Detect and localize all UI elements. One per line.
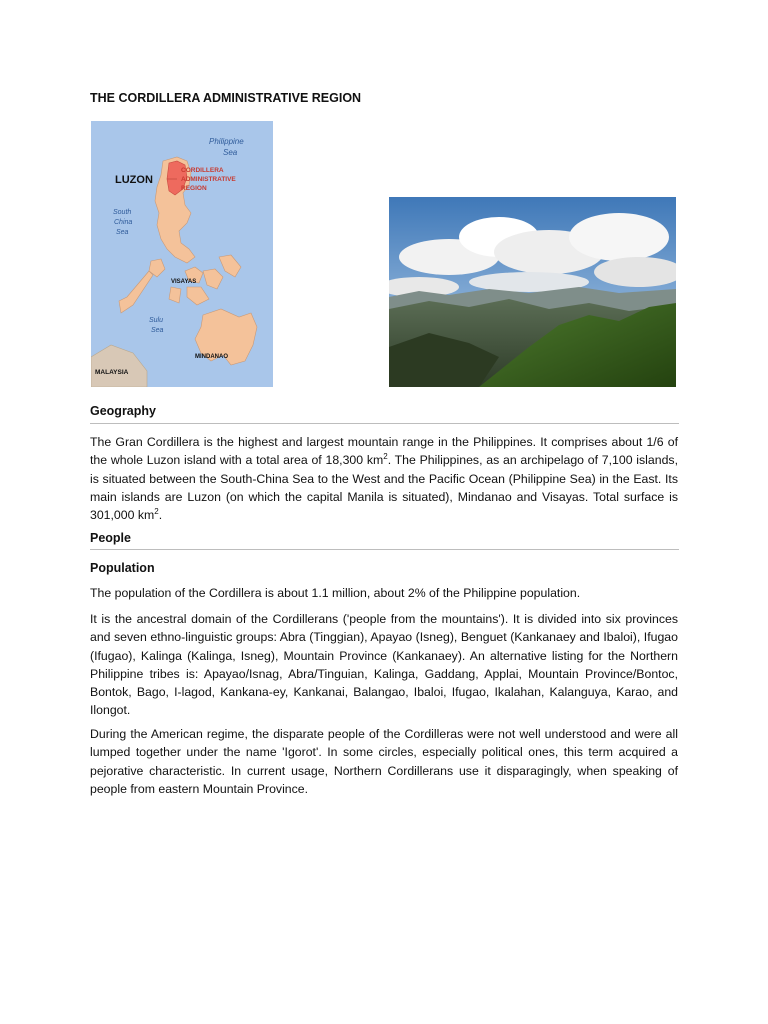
mountain-photo — [389, 197, 676, 387]
map-label-car-1: CORDILLERA — [181, 167, 224, 174]
people-divider — [90, 549, 679, 550]
map-label-mindanao: MINDANAO — [195, 354, 228, 360]
map-label-malaysia: MALAYSIA — [95, 369, 129, 376]
philippines-map — [91, 121, 273, 387]
map-label-scs-3: Sea — [116, 229, 129, 236]
map-label-scs-1: South — [113, 209, 132, 216]
map-label-scs-2: China — [114, 219, 133, 226]
map-label-car-3: REGION — [181, 185, 207, 192]
geography-text-b: . The Philippines, as an archipelago of 7,100 islands, is situated between the South-China Sea to the West and the Pacific Ocean (Philippine Sea) in the East. Its main islands are Luzon (on which the capital Manila is situated), Mindanao and Visayas. Total surface is 301,000 km — [90, 453, 678, 523]
population-paragraph-3: During the American regime, the disparate people of the Cordilleras were not well understood and were all lumped together under the name 'Igorot'. In some circles, especially political ones, this term acquired a pejorative characteristic. In current usage, Northern Cordillerans use it disparagingly, when speaking of people from eastern Mountain Province. — [90, 727, 678, 796]
map-label-philippine-sea-2: Sea — [223, 148, 238, 157]
geography-text-c: . — [158, 508, 163, 523]
map-label-philippine-sea-1: Philippine — [209, 137, 244, 146]
people-heading: People — [90, 531, 131, 545]
document-title: THE CORDILLERA ADMINISTRATIVE REGION — [90, 91, 362, 105]
superscript-2: 2 — [154, 507, 159, 517]
geography-paragraph — [90, 433, 678, 524]
population-heading: Population — [90, 561, 155, 575]
map-label-sulu-2: Sea — [151, 327, 164, 334]
geography-heading: Geography — [90, 404, 156, 418]
geography-divider — [90, 423, 679, 424]
map-label-luzon: LUZON — [115, 174, 153, 186]
population-paragraph-1: The population of the Cordillera is about 1.1 million, about 2% of the Philippine population. — [90, 586, 581, 600]
map-label-car-2: ADMINISTRATIVE — [181, 176, 236, 183]
map-label-visayas: VISAYAS — [171, 279, 197, 285]
geography-text-a: The Gran Cordillera is the highest and largest mountain range in the Philippines. It comprises about 1/6 of the whole Luzon island with a total area of 18,300 km — [90, 435, 678, 468]
superscript-2: 2 — [383, 452, 388, 462]
map-label-sulu-1: Sulu — [149, 317, 164, 324]
population-paragraph-2: It is the ancestral domain of the Cordillerans ('people from the mountains'). It is divided into six provinces and seven ethno-linguistic groups: Abra (Tinggian), Apayao (Isneg), Benguet (Kankanaey and Ibaloi), Ifugao (Ifugao), Kalinga (Kalinga, Isneg), Mountain Province (Kankanaey). An alternative listing for the Northern Philippine tribes is: Apayao/Isnag, Abra/Tinguian, Kalinga, Gaddang, Applai, Mountain Province/Bontoc, Bontok, Bago, I-lagod, Kankana-ey, Kankanai, Balangao, Ibaloi, Ifugao, Ikalahan, Kalanguya, Karao, and Ilongot. — [90, 612, 678, 718]
